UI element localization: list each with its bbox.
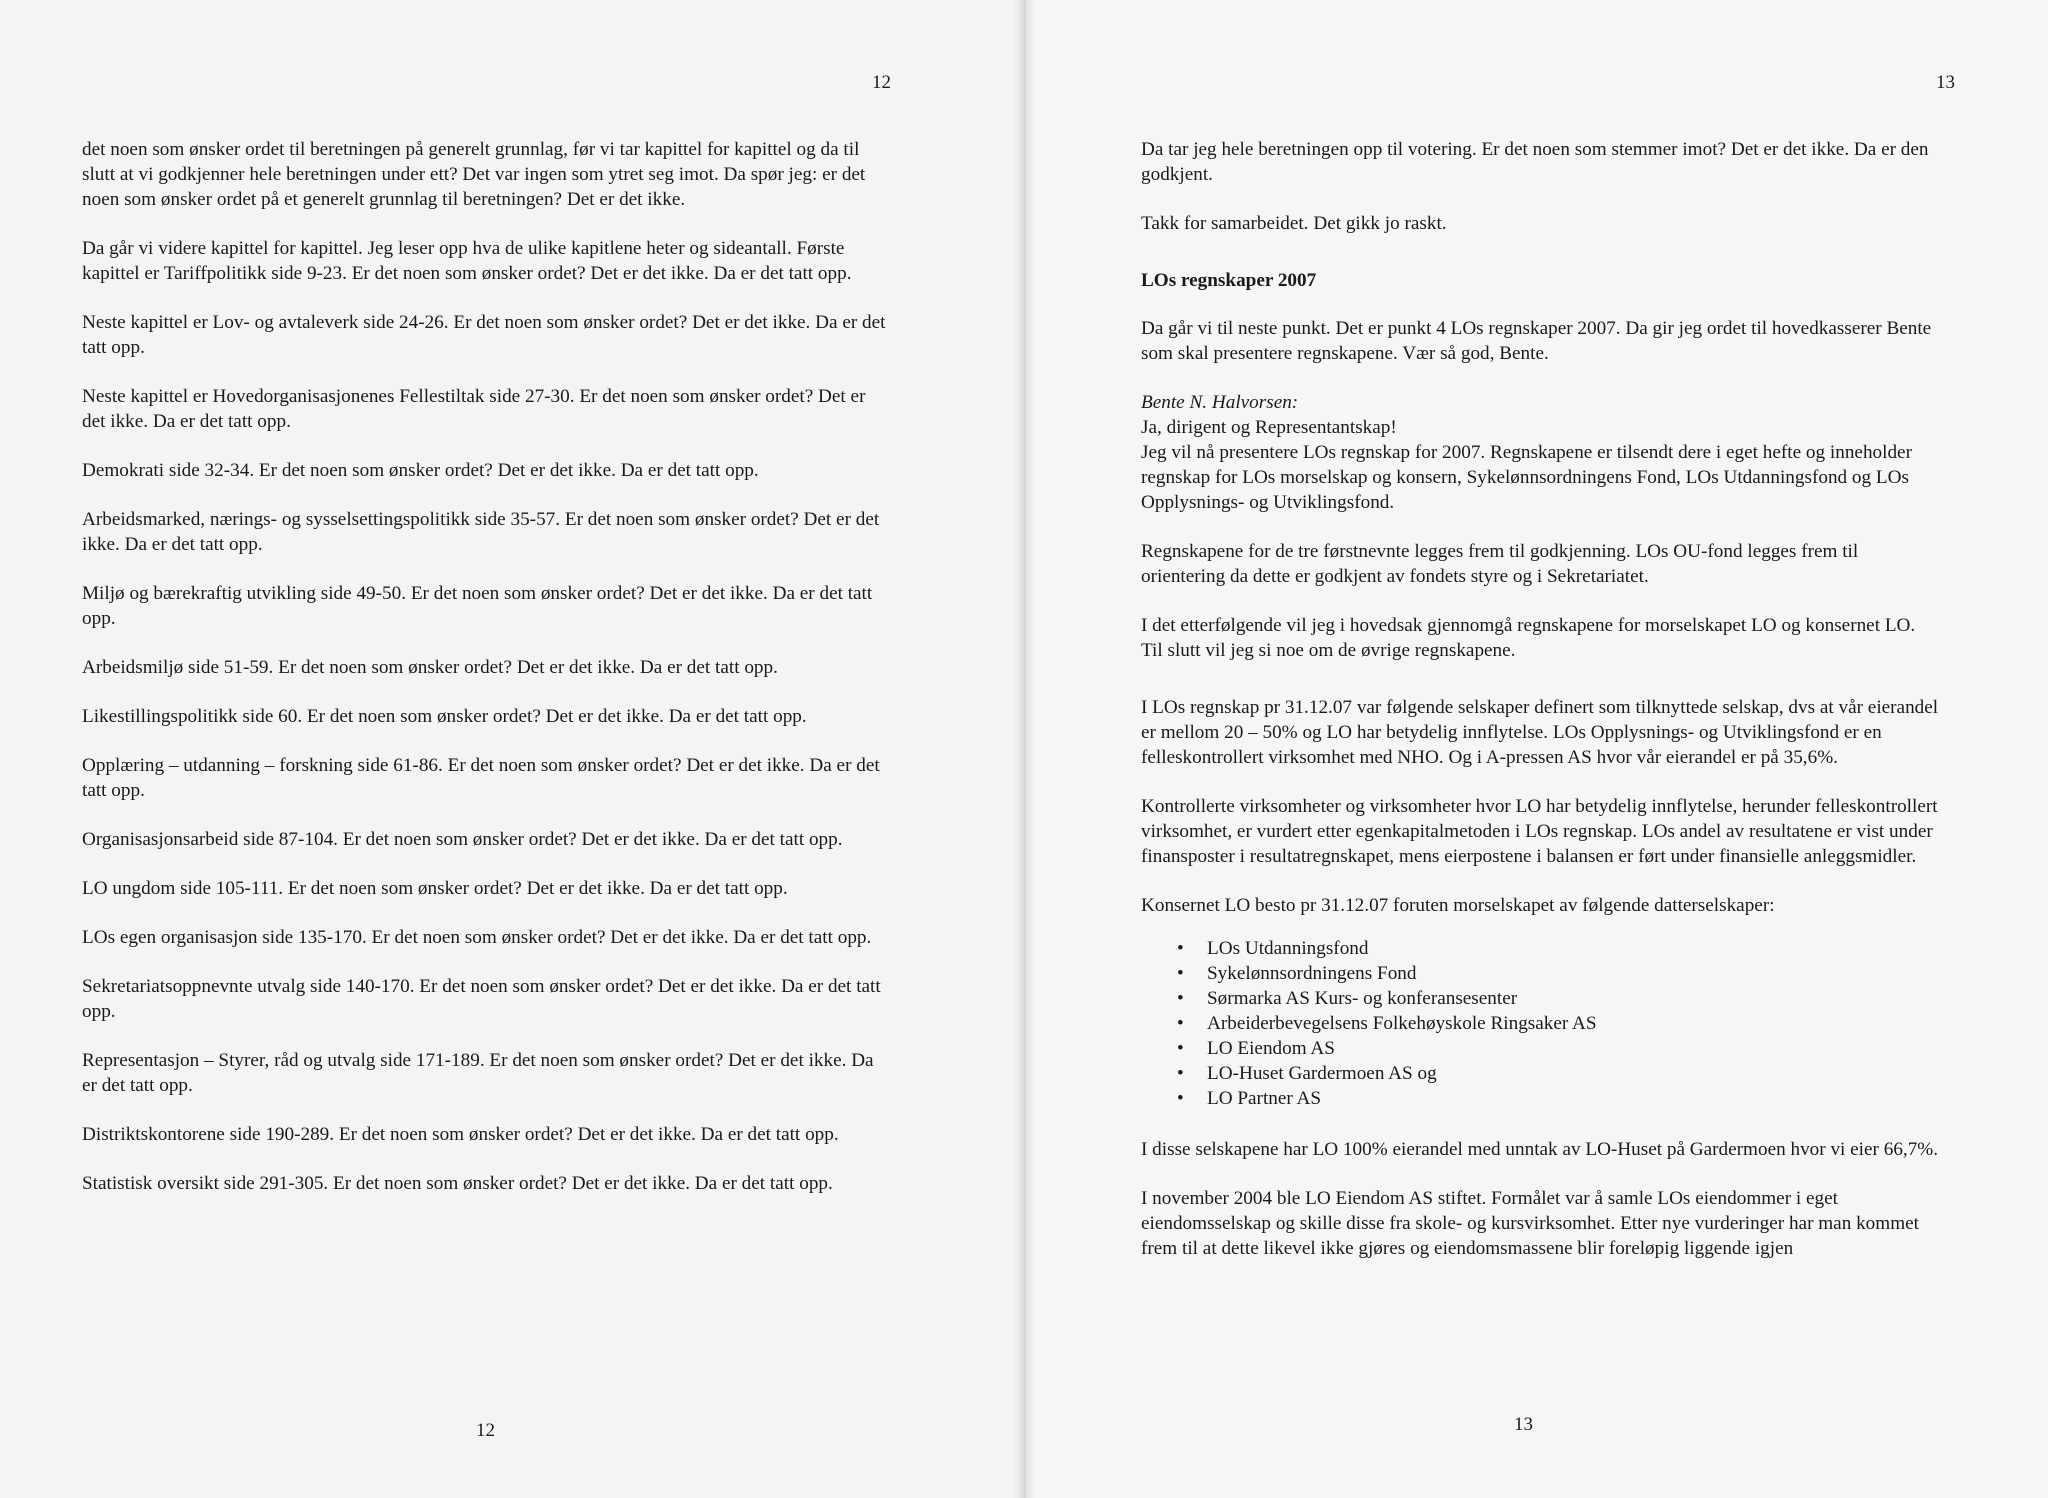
paragraph: det noen som ønsker ordet til beretningen på generelt grunnlag, før vi tar kapittel for kapittel og da til slutt at vi godkjenner hele beretningen under ett? Det var ingen som ytret seg imot. Da spør jeg: er det noen som ønsker ordet på et generelt grunnlag til beretningen? Det er det ikke. [82,139,866,210]
left-page-number-top: 12 [872,72,891,93]
binding-gutter [1014,0,1036,1498]
paragraph: LO ungdom side 105-111. Er det noen som ønsker ordet? Det er det ikke. Da er det tatt opp. [82,878,788,899]
paragraph: Demokrati side 32-34. Er det noen som ønsker ordet? Det er det ikke. Da er det tatt opp. [82,460,759,481]
paragraph: I LOs regnskap pr 31.12.07 var følgende selskaper definert som tilknyttede selskap, dvs at vår eierandel er mellom 20 – 50% og LO har betydelig innflytelse. LOs Opplysnings- og Utviklingsfond er en felleskontrollert virksomhet med NHO. Og i A-pressen AS hvor vår eierandel er på 35,6%. [1141,697,1939,768]
left-page-body [82,137,892,1220]
paragraph: Opplæring – utdanning – forskning side 61-86. Er det noen som ønsker ordet? Det er det ikke. Da er det tatt opp. [82,755,880,801]
list-item: • LOs Utdanningsfond [1207,936,1941,961]
paragraph: Konsernet LO besto pr 31.12.07 foruten morselskapet av følgende datterselskaper: [1141,895,1775,916]
paragraph: Miljø og bærekraftig utvikling side 49-50. Er det noen som ønsker ordet? Det er det ikke. Da er det tatt opp. [82,583,873,629]
paragraph: Da tar jeg hele beretningen opp til votering. Er det noen som stemmer imot? Det er det ikke. Da er den godkjent. [1141,139,1929,185]
paragraph: Da går vi til neste punkt. Det er punkt 4 LOs regnskaper 2007. Da gir jeg ordet til hovedkasserer Bente som skal presentere regnskapene. Vær så god, Bente. [1141,318,1932,364]
paragraph: Likestillingspolitikk side 60. Er det noen som ønsker ordet? Det er det ikke. Da er det tatt opp. [82,706,807,727]
paragraph: Statistisk oversikt side 291-305. Er det noen som ønsker ordet? Det er det ikke. Da er det tatt opp. [82,1173,833,1194]
speaker-name: Bente N. Halvorsen: [1141,392,1299,413]
paragraph: Representasjon – Styrer, råd og utvalg side 171-189. Er det noen som ønsker ordet? Det er det ikke. Da er det tatt opp. [82,1050,874,1096]
paragraph: Neste kapittel er Hovedorganisasjonenes Fellestiltak side 27-30. Er det noen som ønsker ordet? Det er det ikke. Da er det tatt opp. [82,386,866,432]
paragraph: Da går vi videre kapittel for kapittel. Jeg leser opp hva de ulike kapitlene heter og sideantall. Første kapittel er Tariffpolitikk side 9-23. Er det noen som ønsker ordet? Det er det ikke. Da er det tatt opp. [82,238,852,284]
paragraph: Regnskapene for de tre førstnevnte legges frem til godkjenning. LOs OU-fond legges frem til orientering da dette er godkjent av fondets styre og i Sekretariatet. [1141,541,1859,587]
list-item: • LO-Huset Gardermoen AS og [1207,1061,1941,1086]
list-item: • Sørmarka AS Kurs- og konferansesenter [1207,986,1941,1011]
paragraph: Distriktskontorene side 190-289. Er det noen som ønsker ordet? Det er det ikke. Da er det tatt opp. [82,1124,839,1145]
paragraph: I disse selskapene har LO 100% eierandel med unntak av LO-Huset på Gardermoen hvor vi eier 66,7%. [1141,1139,1939,1160]
speech-line: Ja, dirigent og Representantskap! [1141,417,1397,438]
paragraph: Takk for samarbeidet. Det gikk jo raskt. [1141,213,1447,234]
right-page-number-bottom: 13 [1514,1414,1533,1435]
paragraph: Kontrollerte virksomheter og virksomheter hvor LO har betydelig innflytelse, herunder felleskontrollert virksomhet, er vurdert etter egenkapitalmetoden i LOs regnskap. LOs andel av resultatene er vist under finansposter i resultatregnskapet, mens eierpostene i balansen er ført under finansielle anleggsmidler. [1141,796,1938,867]
list-item: • LO Eiendom AS [1207,1036,1941,1061]
list-item: • LO Partner AS [1207,1086,1941,1111]
right-page-body [1141,137,1941,1285]
list-item: • Arbeiderbevegelsens Folkehøyskole Ringsaker AS [1207,1011,1941,1036]
paragraph: Arbeidsmiljø side 51-59. Er det noen som ønsker ordet? Det er det ikke. Da er det tatt opp. [82,657,778,678]
paragraph: I november 2004 ble LO Eiendom AS stiftet. Formålet var å samle LOs eiendommer i eget eiendomsselskap og skille disse fra skole- og kursvirksomhet. Etter nye vurderinger har man kommet frem til at dette likevel ikke gjøres og eiendomsmassene blir foreløpig liggende igjen [1141,1188,1919,1259]
paragraph: I det etterfølgende vil jeg i hovedsak gjennomgå regnskapene for morselskapet LO og konsernet LO. Til slutt vil jeg si noe om de øvrige regnskapene. [1141,615,1916,661]
paragraph: Organisasjonsarbeid side 87-104. Er det noen som ønsker ordet? Det er det ikke. Da er det tatt opp. [82,829,843,850]
section-heading: LOs regnskaper 2007 [1141,270,1317,291]
paragraph: Jeg vil nå presentere LOs regnskap for 2007. Regnskapene er tilsendt dere i eget hefte og inneholder regnskap for LOs morselskap og konsern, Sykelønnsordningens Fond, LOs Utdanningsfond og LOs Opplysnings- og Utviklingsfond. [1141,442,1912,513]
paragraph: Arbeidsmarked, nærings- og sysselsettingspolitikk side 35-57. Er det noen som ønsker ordet? Det er det ikke. Da er det tatt opp. [82,509,880,555]
list-item: • Sykelønnsordningens Fond [1207,961,1941,986]
left-page-number-bottom: 12 [476,1420,495,1441]
paragraph: Neste kapittel er Lov- og avtaleverk side 24-26. Er det noen som ønsker ordet? Det er det ikke. Da er det tatt opp. [82,312,886,358]
paragraph: Sekretariatsoppnevnte utvalg side 140-170. Er det noen som ønsker ordet? Det er det ikke. Da er det tatt opp. [82,976,881,1022]
subsidiary-list [1141,936,1941,1111]
paragraph: LOs egen organisasjon side 135-170. Er det noen som ønsker ordet? Det er det ikke. Da er det tatt opp. [82,927,872,948]
right-page-number-top: 13 [1936,72,1955,93]
